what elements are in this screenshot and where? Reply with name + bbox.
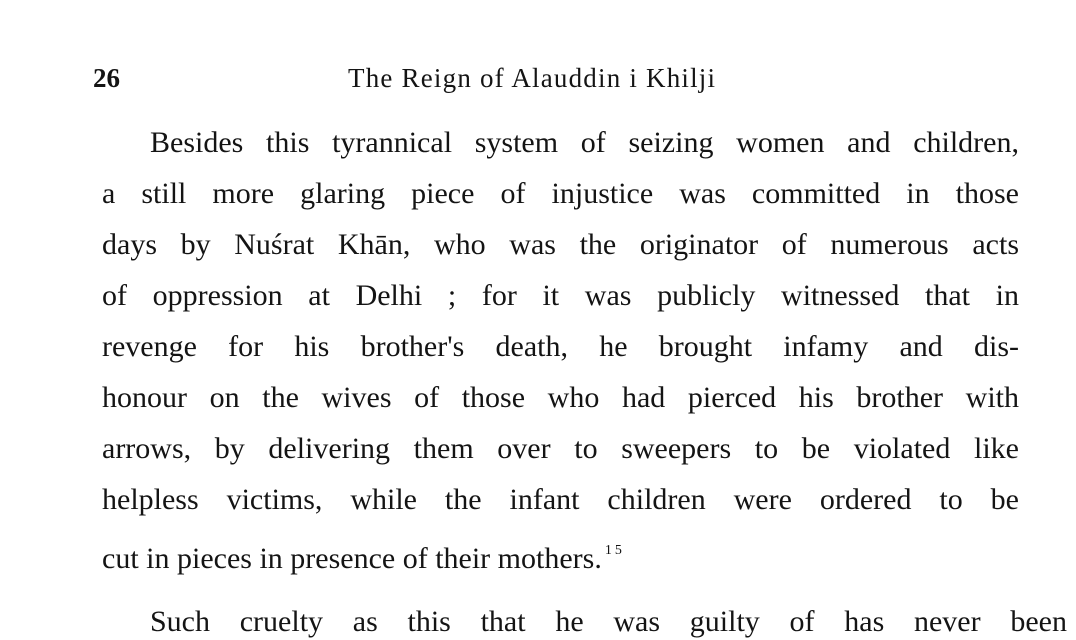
paragraph-last-line <box>102 533 1019 577</box>
paragraph-line: helpless victims, while the infant children were ordered to be <box>102 483 1019 516</box>
paragraph-line-text: cut in pieces in presence of their mothers. <box>102 542 602 575</box>
paragraph-line: arrows, by delivering them over to sweepers to be violated like <box>102 432 1019 465</box>
page-number: 26 <box>93 63 120 93</box>
paragraph-line: revenge for his brother's death, he brought infamy and dis- <box>102 330 1019 363</box>
footnote-reference: 15 <box>604 543 625 558</box>
running-head-title: The Reign of Alauddin i Khilji <box>348 63 717 93</box>
paragraph-line: Besides this tyrannical system of seizing women and children, <box>150 126 1019 159</box>
paragraph-line: days by Nuśrat Khān, who was the originator of numerous acts <box>102 228 1019 261</box>
paragraph-2-first-line-cut-off: Such cruelty as this that he was guilty of has never been <box>150 605 1067 638</box>
paragraph-line: honour on the wives of those who had pierced his brother with <box>102 381 1019 414</box>
paragraph-line: a still more glaring piece of injustice was committed in those <box>102 177 1019 210</box>
paragraph-line: of oppression at Delhi ; for it was publicly witnessed that in <box>102 279 1019 312</box>
